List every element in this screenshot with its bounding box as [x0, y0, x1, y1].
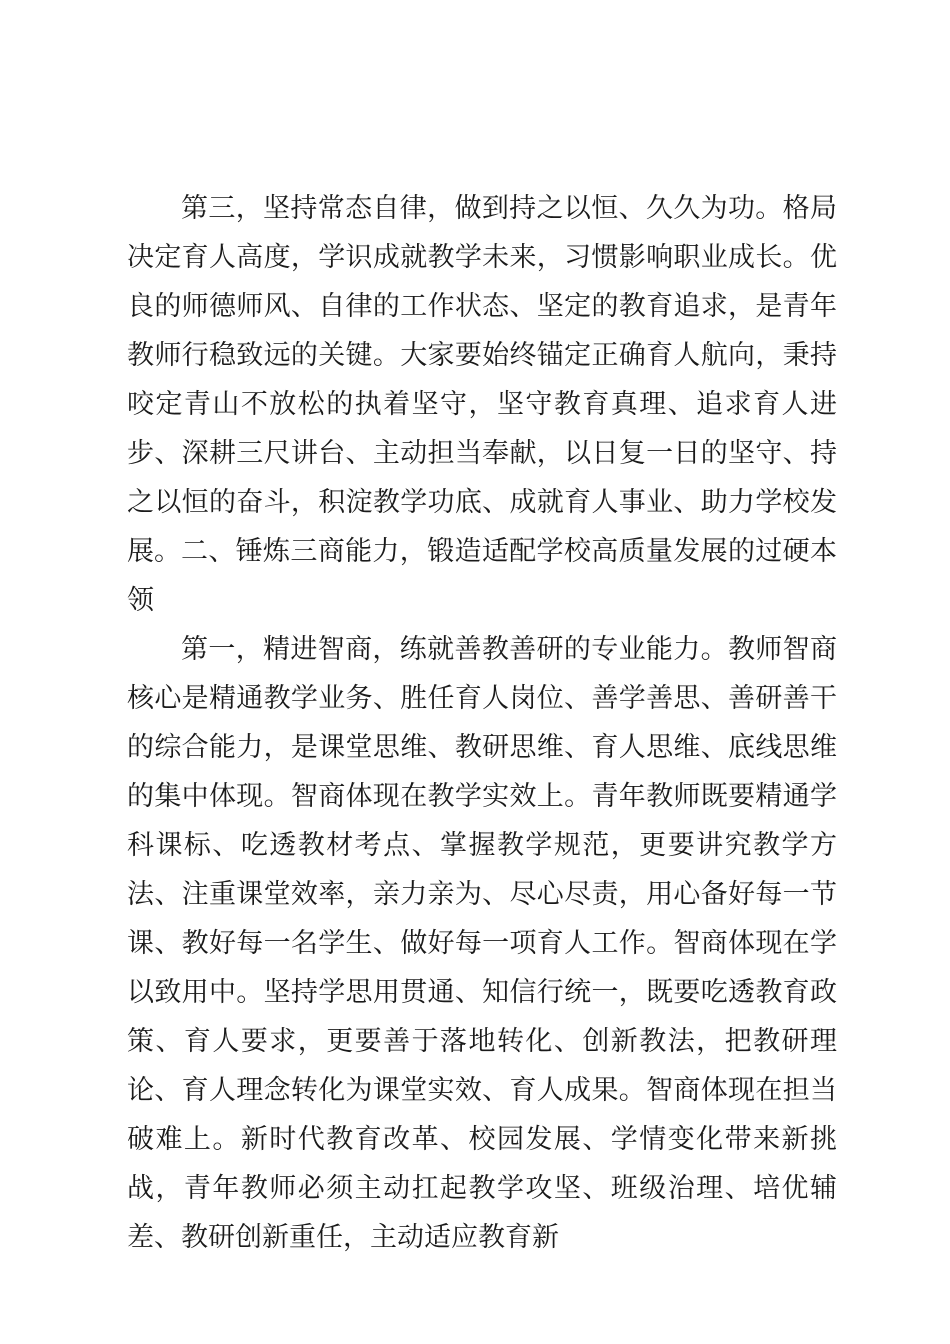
body-text-bottom — [127, 527, 837, 1262]
section-heading: 二、锤炼三商能力，锻造适配学校高质量发展的过硬本领 — [127, 536, 837, 616]
body-text-top — [127, 184, 837, 576]
paragraph-self-discipline: 第三，坚持常态自律，做到持之以恒、久久为功。格局决定育人高度，学识成就教学未来，习惯影响职业成长。优良的师德师风、自律的工作状态、坚定的教育追求，是青年教师行稳致远的关键。大家要始终锚定正确育人航向，秉持咬定青山不放松的执着坚守，坚守教育真理、追求育人进步、深耕三尺讲台、主动担当奉献，以日复一日的坚守、持之以恒的奋斗，积淀教学功底、成就育人事业、助力学校发展。 — [127, 193, 837, 567]
paragraph-intelligence: 第一，精进智商，练就善教善研的专业能力。教师智商核心是精通教学业务、胜任育人岗位、善学善思、善研善干的综合能力，是课堂思维、教研思维、育人思维、底线思维的集中体现。智商体现在教学实效上。青年教师既要精通学科课标、吃透教材考点、掌握教学规范，更要讲究教学方法、注重课堂效率，亲力亲为、尽心尽责，用心备好每一节课、教好每一名学生、做好每一项育人工作。智商体现在学以致用中。坚持学思用贯通、知信行统一，既要吃透教育政策、育人要求，更要善于落地转化、创新教法，把教研理论、育人理念转化为课堂实效、育人成果。智商体现在担当破难上。新时代教育改革、校园发展、学情变化带来新挑战，青年教师必须主动扛起教学攻坚、班级治理、培优辅差、教研创新重任，主动适应教育新 — [127, 634, 837, 1253]
